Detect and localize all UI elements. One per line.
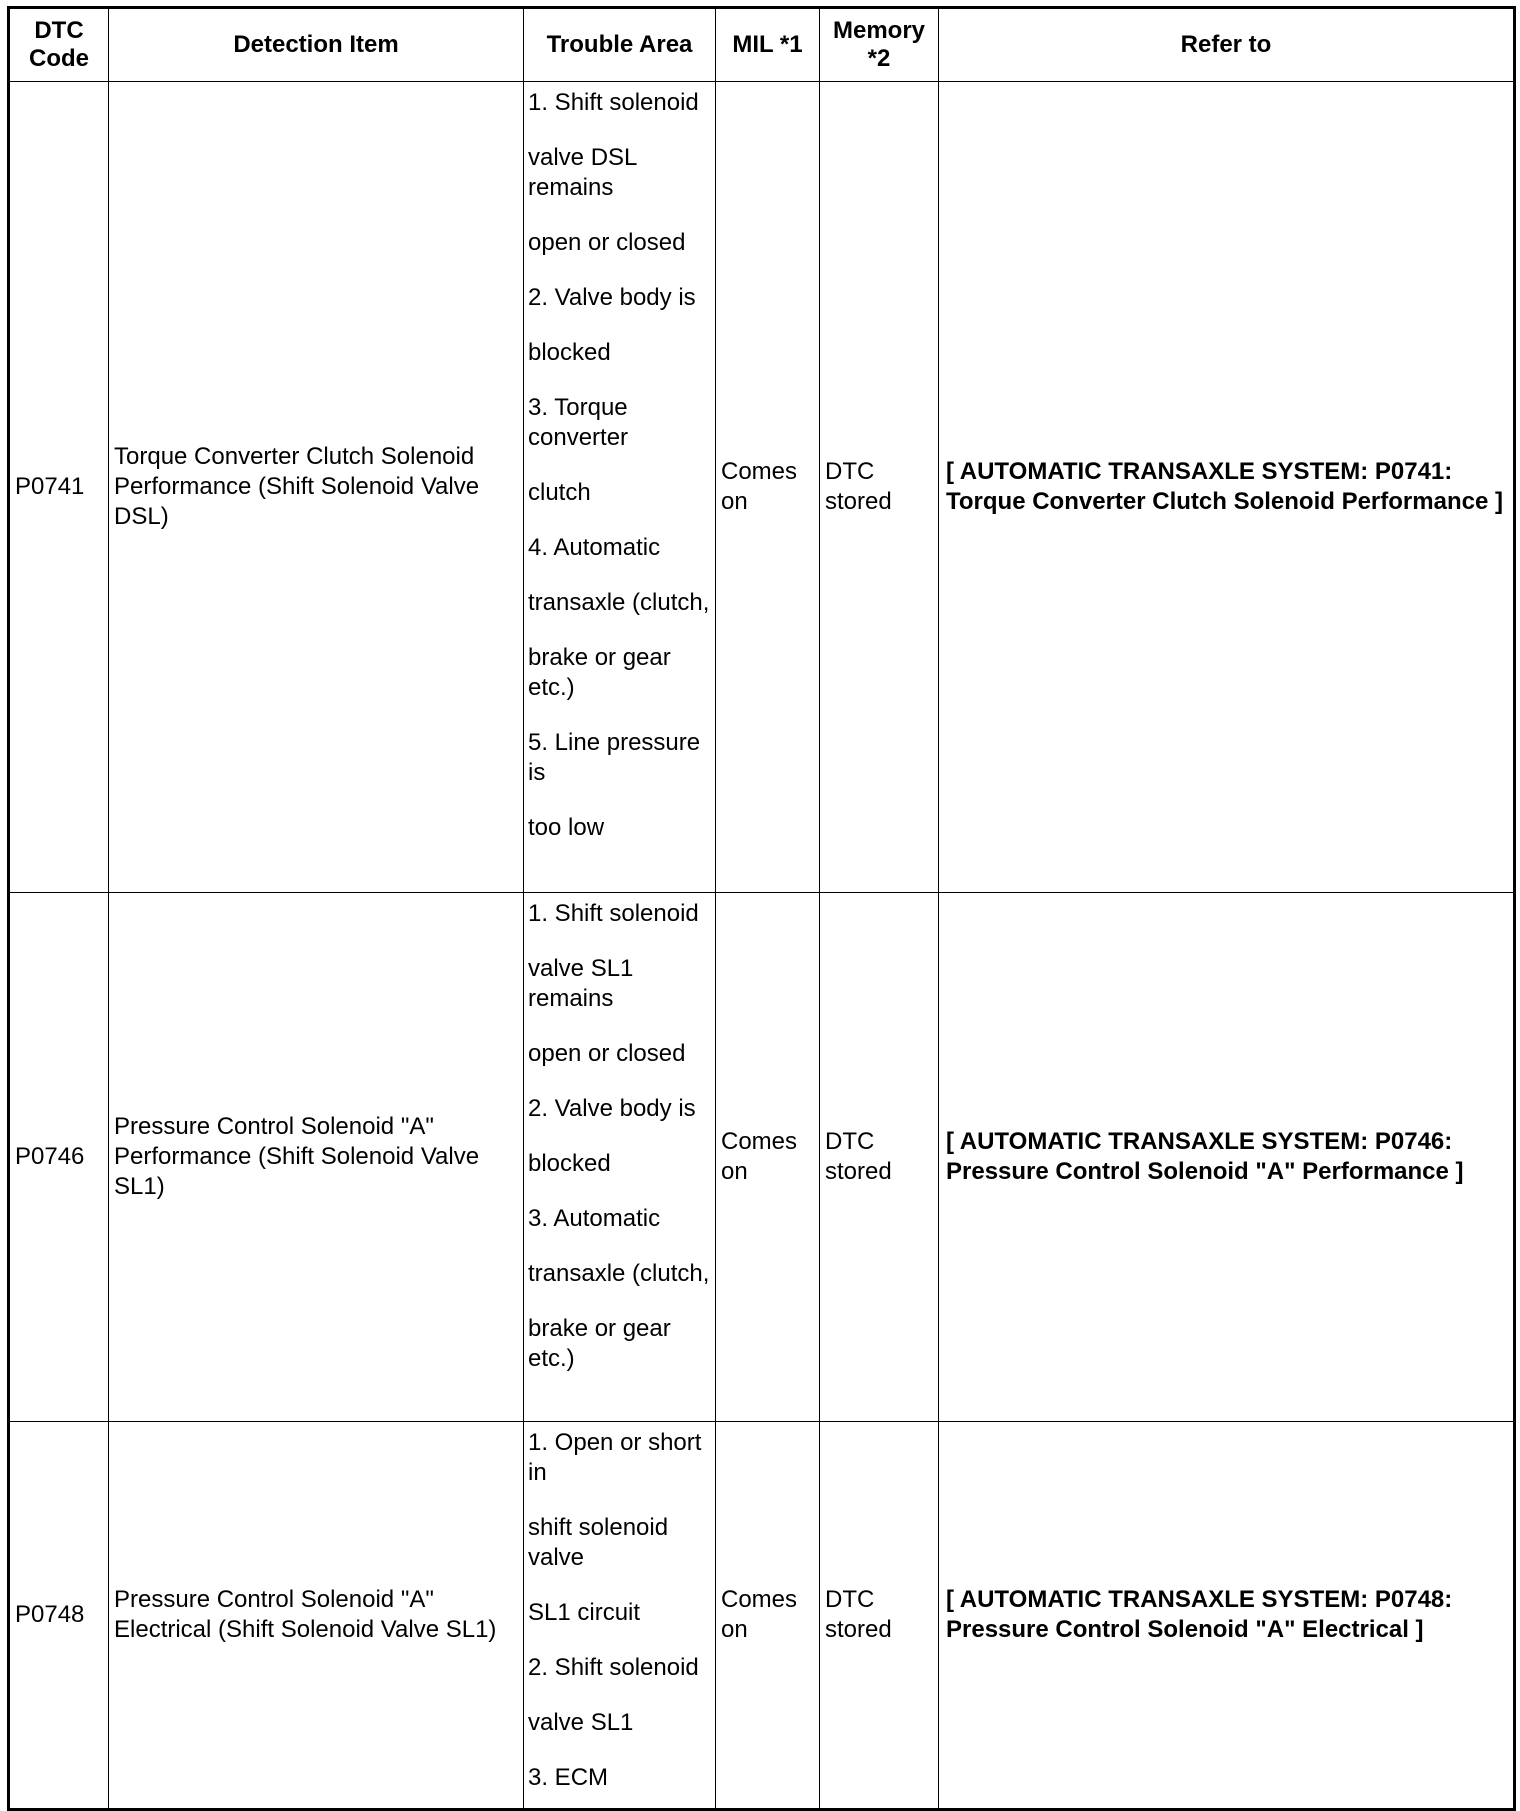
trouble-line: valve SL1 — [528, 1709, 634, 1736]
trouble-line: 3. Automatic — [528, 1205, 661, 1232]
trouble-line: open or closed — [528, 1040, 686, 1067]
header-detection-item: Detection Item — [109, 8, 524, 82]
mil-cell: Comes on — [716, 893, 820, 1422]
detection-item-cell: Pressure Control Solenoid "A" Electrical (Shift Solenoid Valve SL1) — [109, 1422, 524, 1810]
trouble-line: 1. Shift solenoid — [528, 900, 699, 927]
dtc-code-cell: P0748 — [9, 1422, 109, 1810]
dtc-code-cell: P0741 — [9, 82, 109, 893]
detection-item-cell: Torque Converter Clutch Solenoid Performance (Shift Solenoid Valve DSL) — [109, 82, 524, 893]
memory-cell: DTC stored — [820, 893, 939, 1422]
trouble-line: 3. Torque converter — [528, 394, 629, 451]
memory-cell: DTC stored — [820, 82, 939, 893]
trouble-line: valve SL1 remains — [528, 955, 634, 1012]
trouble-line: clutch — [528, 479, 591, 506]
header-trouble-area: Trouble Area — [524, 8, 716, 82]
mil-cell: Comes on — [716, 82, 820, 893]
table-row — [9, 1422, 1515, 1810]
trouble-area-cell — [524, 893, 716, 1422]
trouble-line: 2. Valve body is — [528, 284, 696, 311]
dtc-table — [7, 6, 1516, 1811]
dtc-table-container — [7, 6, 1516, 1811]
trouble-line: transaxle (clutch, — [528, 589, 710, 616]
table-header-row — [9, 8, 1515, 82]
trouble-line: 5. Line pressure is — [528, 729, 701, 786]
table-row — [9, 82, 1515, 893]
refer-to-link[interactable]: [ AUTOMATIC TRANSAXLE SYSTEM: P0748: Pressure Control Solenoid "A" Electrical ] — [939, 1422, 1515, 1810]
trouble-line: 2. Valve body is — [528, 1095, 696, 1122]
header-mil: MIL *1 — [716, 8, 820, 82]
trouble-line: 3. ECM — [528, 1764, 609, 1791]
trouble-line: open or closed — [528, 229, 686, 256]
trouble-line: too low — [528, 814, 605, 841]
trouble-line: 1. Shift solenoid — [528, 89, 699, 116]
trouble-line: brake or gear etc.) — [528, 1315, 671, 1372]
mil-cell: Comes on — [716, 1422, 820, 1810]
header-refer-to: Refer to — [939, 8, 1515, 82]
memory-cell: DTC stored — [820, 1422, 939, 1810]
header-memory: Memory *2 — [820, 8, 939, 82]
trouble-line: brake or gear etc.) — [528, 644, 671, 701]
trouble-line: transaxle (clutch, — [528, 1260, 710, 1287]
trouble-line: shift solenoid valve — [528, 1514, 669, 1571]
trouble-line: 4. Automatic — [528, 534, 661, 561]
trouble-area-cell — [524, 82, 716, 893]
header-dtc-code: DTC Code — [9, 8, 109, 82]
dtc-code-cell: P0746 — [9, 893, 109, 1422]
detection-item-cell: Pressure Control Solenoid "A" Performance (Shift Solenoid Valve SL1) — [109, 893, 524, 1422]
trouble-line: blocked — [528, 339, 611, 366]
refer-to-link[interactable]: [ AUTOMATIC TRANSAXLE SYSTEM: P0746: Pressure Control Solenoid "A" Performance ] — [939, 893, 1515, 1422]
trouble-line: blocked — [528, 1150, 611, 1177]
trouble-line: 2. Shift solenoid — [528, 1654, 699, 1681]
trouble-line: 1. Open or short in — [528, 1429, 702, 1486]
trouble-area-cell — [524, 1422, 716, 1810]
trouble-line: valve DSL remains — [528, 144, 637, 201]
table-row — [9, 893, 1515, 1422]
trouble-line: SL1 circuit — [528, 1599, 641, 1626]
refer-to-link[interactable]: [ AUTOMATIC TRANSAXLE SYSTEM: P0741: Torque Converter Clutch Solenoid Performance ] — [939, 82, 1515, 893]
